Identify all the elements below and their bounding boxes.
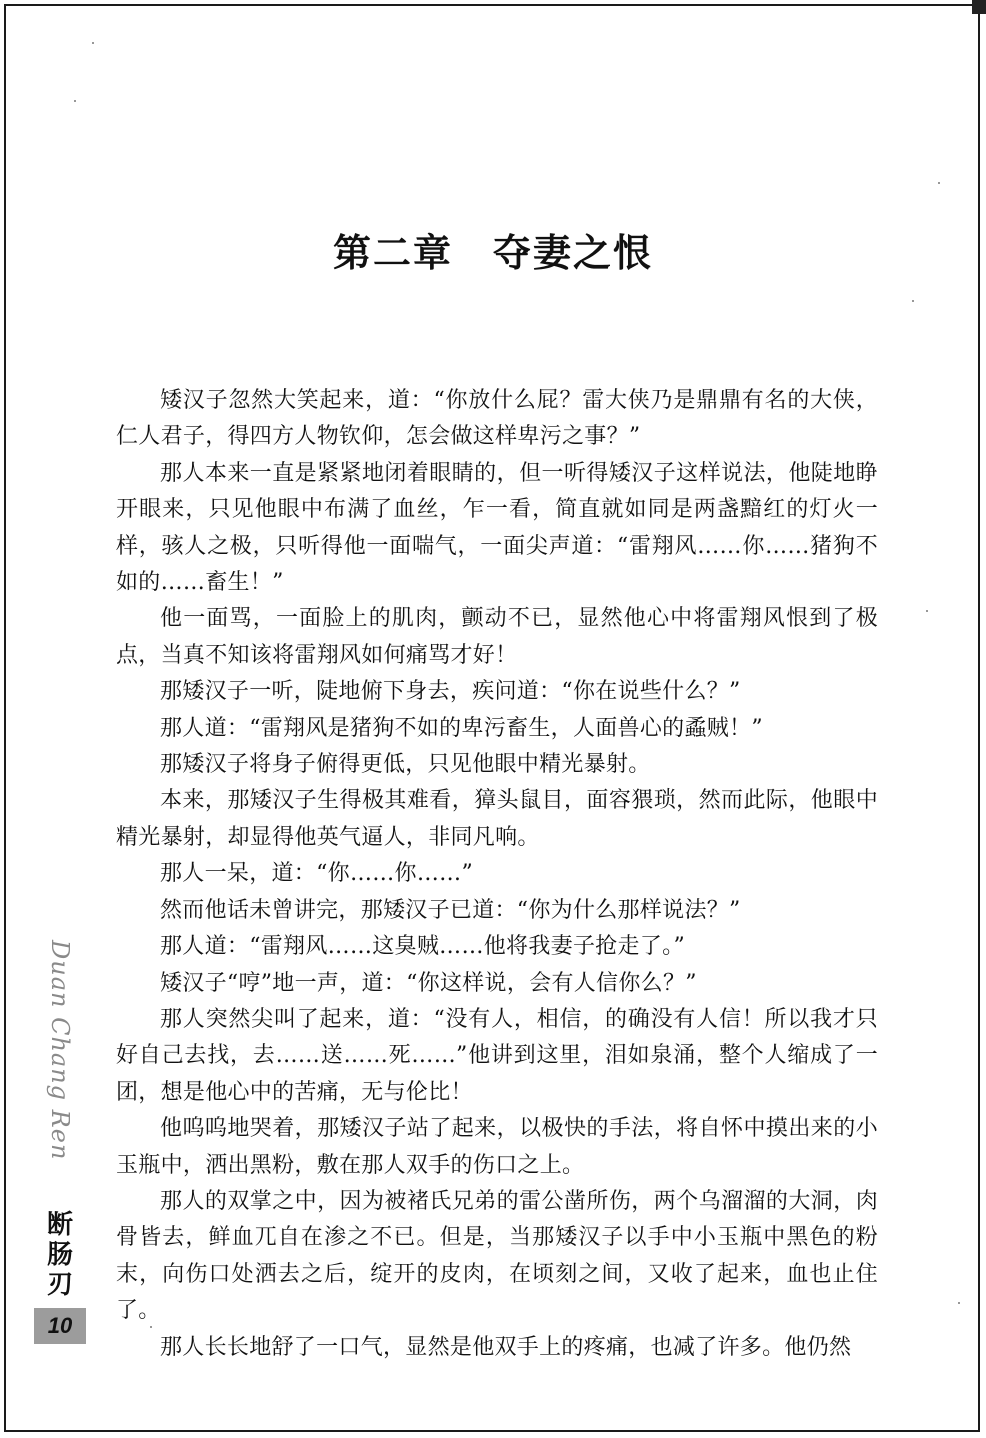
book-title-char: 刃 <box>46 1270 73 1300</box>
book-title-char: 断 <box>46 1210 73 1240</box>
paragraph: 那人本来一直是紧紧地闭着眼睛的，但一听得矮汉子这样说法，他陡地睁开眼来，只见他眼中布满了血丝，乍一看，简直就如同是两盏黯红的灯火一样，骇人之极，只听得他一面喘气，一面尖声道：“雷翔风……你……猪狗不如的……畜生！” <box>116 460 878 596</box>
paragraph: 他呜呜地哭着，那矮汉子站了起来，以极快的手法，将自怀中摸出来的小玉瓶中，洒出黑粉，敷在那人双手的伤口之上。 <box>116 1116 878 1178</box>
scan-speck <box>938 182 940 184</box>
paragraph: 那人道：“雷翔风……这臭贼……他将我妻子抢走了。” <box>160 934 685 960</box>
paragraph: 那人一呆，道：“你……你……” <box>160 861 473 887</box>
body-text <box>116 383 878 1366</box>
paragraph: 那矮汉子一听，陡地俯下身去，疾问道：“你在说些什么？” <box>160 679 741 705</box>
book-title-chinese <box>34 1210 86 1300</box>
scan-speck <box>926 610 928 612</box>
scan-speck <box>74 100 76 102</box>
scan-speck <box>150 1326 152 1328</box>
paragraph: 那人的双掌之中，因为被褚氏兄弟的雷公凿所伤，两个乌溜溜的大洞，肉骨皆去，鲜血兀自在渗之不已。但是，当那矮汉子以手中小玉瓶中黑色的粉末，向伤口处洒去之后，绽开的皮肉，在顷刻之间，又收了起来，血也止住了。 <box>116 1188 878 1324</box>
book-title-latin: Duan Chang Ren <box>46 940 74 1161</box>
paragraph: 那人道：“雷翔风是猪狗不如的卑污畜生，人面兽心的蟊贼！” <box>160 715 763 741</box>
paragraph: 矮汉子忽然大笑起来，道：“你放什么屁？雷大侠乃是鼎鼎有名的大侠，仁人君子，得四方人物钦仰，怎会做这样卑污之事？” <box>116 388 878 450</box>
paragraph: 他一面骂，一面脸上的肌肉，颤动不已，显然他心中将雷翔风恨到了极点，当真不知该将雷翔风如何痛骂才好！ <box>116 606 878 668</box>
paragraph: 那人突然尖叫了起来，道：“没有人，相信，的确没有人信！所以我才只好自己去找，去……送……死……”他讲到这里，泪如泉涌，整个人缩成了一团，想是他心中的苦痛，无与伦比！ <box>116 1006 878 1105</box>
corner-mark <box>972 0 986 14</box>
paragraph: 本来，那矮汉子生得极其难看，獐头鼠目，面容猥琐，然而此际，他眼中精光暴射，却显得他英气逼人，非同凡响。 <box>116 788 878 850</box>
paragraph: 矮汉子“哼”地一声，道：“你这样说，会有人信你么？” <box>160 970 697 996</box>
paragraph: 然而他话未曾讲完，那矮汉子已道：“你为什么那样说法？” <box>160 897 741 923</box>
scan-speck <box>912 300 914 302</box>
book-title-char: 肠 <box>46 1240 73 1270</box>
scan-speck <box>958 1302 960 1304</box>
paragraph: 那矮汉子将身子俯得更低，只见他眼中精光暴射。 <box>160 752 651 778</box>
chapter-title: 第二章 夺妻之恨 <box>332 230 653 275</box>
paragraph: 那人长长地舒了一口气，显然是他双手上的疼痛，也减了许多。他仍然 <box>160 1334 852 1360</box>
scan-speck <box>92 42 94 44</box>
page-number: 10 <box>34 1308 86 1344</box>
